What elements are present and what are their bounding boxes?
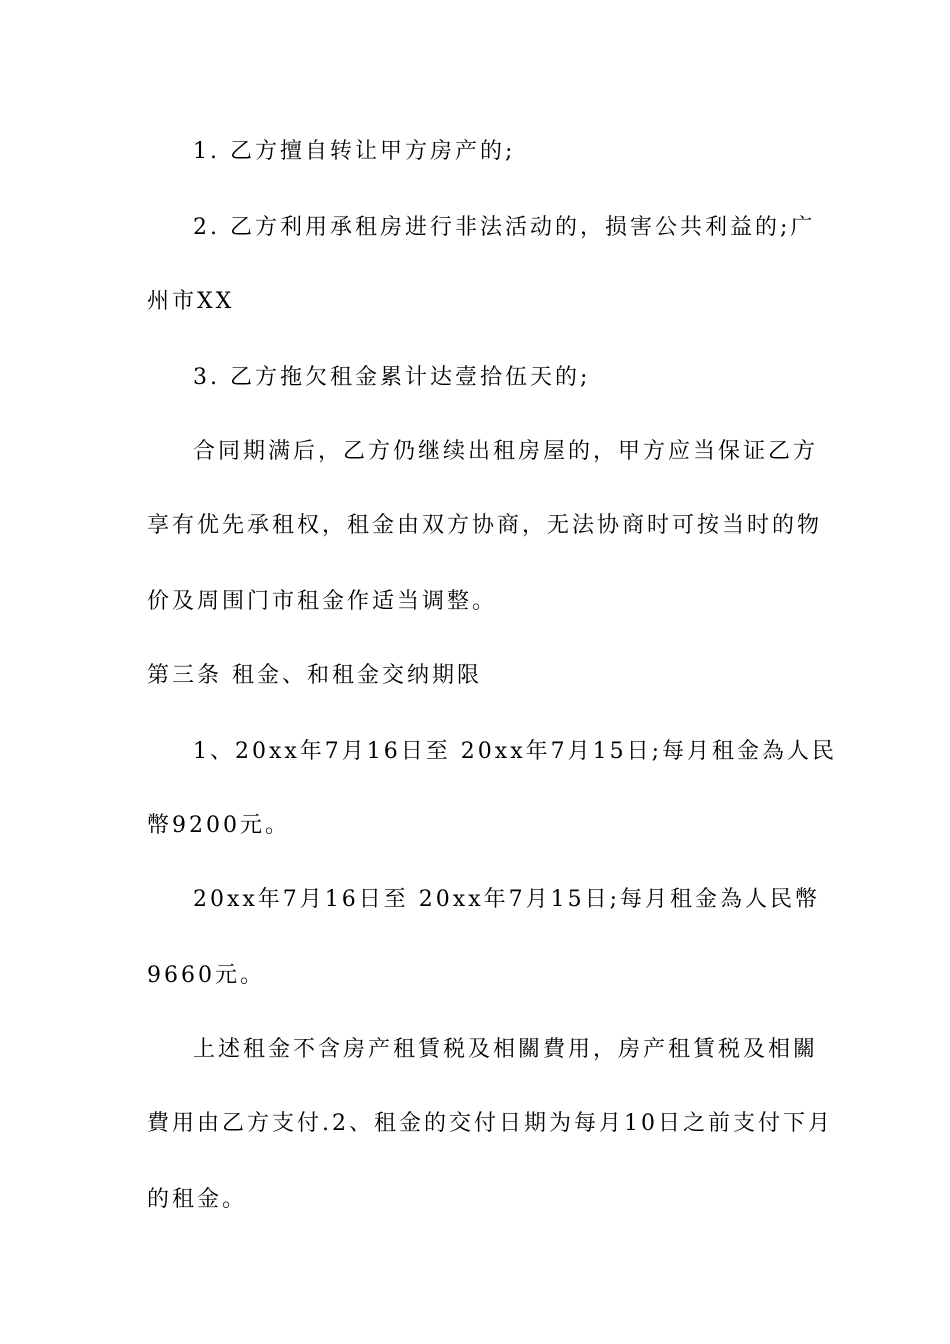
clause-item-1: 1. 乙方擅自转让甲方房产的; — [193, 139, 516, 164]
clause-item-3: 3. 乙方拖欠租金累计达壹拾伍天的; — [193, 365, 591, 390]
rent-term-2-line-1: 20xx年7月16日至 20xx年7月15日;每月租金為人民幣 — [193, 887, 821, 912]
rent-term-2-line-2: 9660元。 — [147, 963, 265, 988]
article-three-heading: 第三条 租金、和租金交纳期限 — [147, 663, 482, 688]
renewal-paragraph-line-3: 价及周围门市租金作适当调整。 — [147, 589, 498, 614]
clause-item-2: 2. 乙方利用承租房进行非法活动的，损害公共利益的;广 — [193, 215, 816, 240]
rent-term-1-line-2: 幣9200元。 — [147, 813, 290, 838]
renewal-paragraph-line-2: 享有优先承租权，租金由双方协商，无法协商时可按当时的物 — [147, 513, 823, 538]
clause-item-2-continued: 州市XX — [147, 289, 235, 314]
tax-paragraph-line-1: 上述租金不含房产租賃税及相關費用，房产租賃税及相關 — [193, 1037, 819, 1062]
renewal-paragraph-line-1: 合同期满后，乙方仍继续出租房屋的，甲方应当保证乙方 — [193, 439, 819, 464]
tax-paragraph-line-3: 的租金。 — [147, 1187, 248, 1212]
rent-term-1-line-1: 1、20xx年7月16日至 20xx年7月15日;每月租金為人民 — [193, 739, 838, 764]
tax-paragraph-line-2: 費用由乙方支付.2、租金的交付日期为每月10日之前支付下月 — [147, 1111, 833, 1136]
